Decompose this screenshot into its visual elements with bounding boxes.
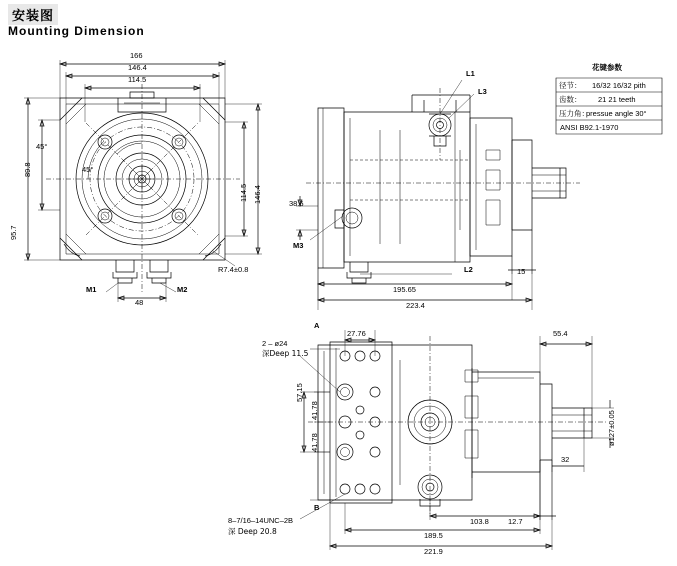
dim-32: 32	[561, 455, 570, 464]
callout-a: A	[314, 321, 320, 330]
dim-223-4: 223.4	[406, 301, 425, 310]
dim-89-8: 89.8	[23, 162, 32, 177]
spline-row-2-value: pressue angle 30°	[586, 109, 647, 118]
dim-55-4: 55.4	[553, 329, 568, 338]
dim-12-7: 12.7	[508, 517, 523, 526]
spline-row-0-label: 径节：	[559, 81, 582, 90]
dim-146-4-right: 146.4	[253, 185, 262, 204]
spline-standard-label: ANSI B92.1-1970	[560, 123, 619, 132]
dim-41-78-b: 41.78	[310, 433, 319, 452]
callout-b: B	[314, 503, 320, 512]
note-thread-spec: 8–7/16–14UNC–2B	[228, 516, 294, 525]
dim-114-5-right: 114.5	[239, 183, 248, 202]
spline-row-1-label: 齿数：	[559, 95, 582, 104]
callout-m1: M1	[86, 285, 97, 294]
note-hole-depth: 深Deep 11.5	[262, 349, 309, 358]
dim-114-5-top: 114.5	[128, 75, 147, 84]
angle-45-a: 45°	[36, 142, 48, 151]
dim-57-15: 57.15	[295, 383, 304, 402]
dim-38-5: 38.5	[289, 199, 304, 208]
dim-103-8: 103.8	[470, 517, 489, 526]
note-radius: R7.4±0.8	[218, 265, 249, 274]
bottom-view-geometry	[300, 330, 614, 550]
side-view-geometry	[296, 80, 580, 310]
dim-189-5: 189.5	[424, 531, 443, 540]
callout-m2: M2	[177, 285, 188, 294]
dim-221-9: 221.9	[424, 547, 443, 556]
spline-row-2-label: 压力角：	[559, 109, 589, 118]
note-hole-dia: 2 – ø24	[262, 339, 288, 348]
spline-row-1-value: 21 21 teeth	[598, 95, 636, 104]
page-title-cn: 安装图	[8, 4, 58, 25]
angle-45-b: 45°	[82, 165, 94, 174]
callout-l3: L3	[478, 87, 487, 96]
dim-195-65: 195.65	[393, 285, 416, 294]
dim-41-78-a: 41.78	[310, 401, 319, 420]
dim-95-7: 95.7	[9, 225, 18, 240]
callout-l2: L2	[464, 265, 473, 274]
note-thread-depth: 深 Deep 20.8	[228, 527, 277, 536]
spline-table-title: 花键参数	[592, 63, 622, 72]
callout-l1: L1	[466, 69, 475, 78]
spline-row-0-value: 16/32 16/32 pith	[592, 81, 646, 90]
page-title-en: Mounting Dimension	[8, 24, 145, 38]
dim-48: 48	[135, 298, 144, 307]
dim-shaft-dia: ø127±0.05	[607, 410, 616, 446]
dim-15: 15	[517, 267, 526, 276]
dim-166: 166	[130, 51, 143, 60]
callout-m3: M3	[293, 241, 304, 250]
dim-146-4-top: 146.4	[128, 63, 147, 72]
dim-27-76: 27.76	[347, 329, 366, 338]
